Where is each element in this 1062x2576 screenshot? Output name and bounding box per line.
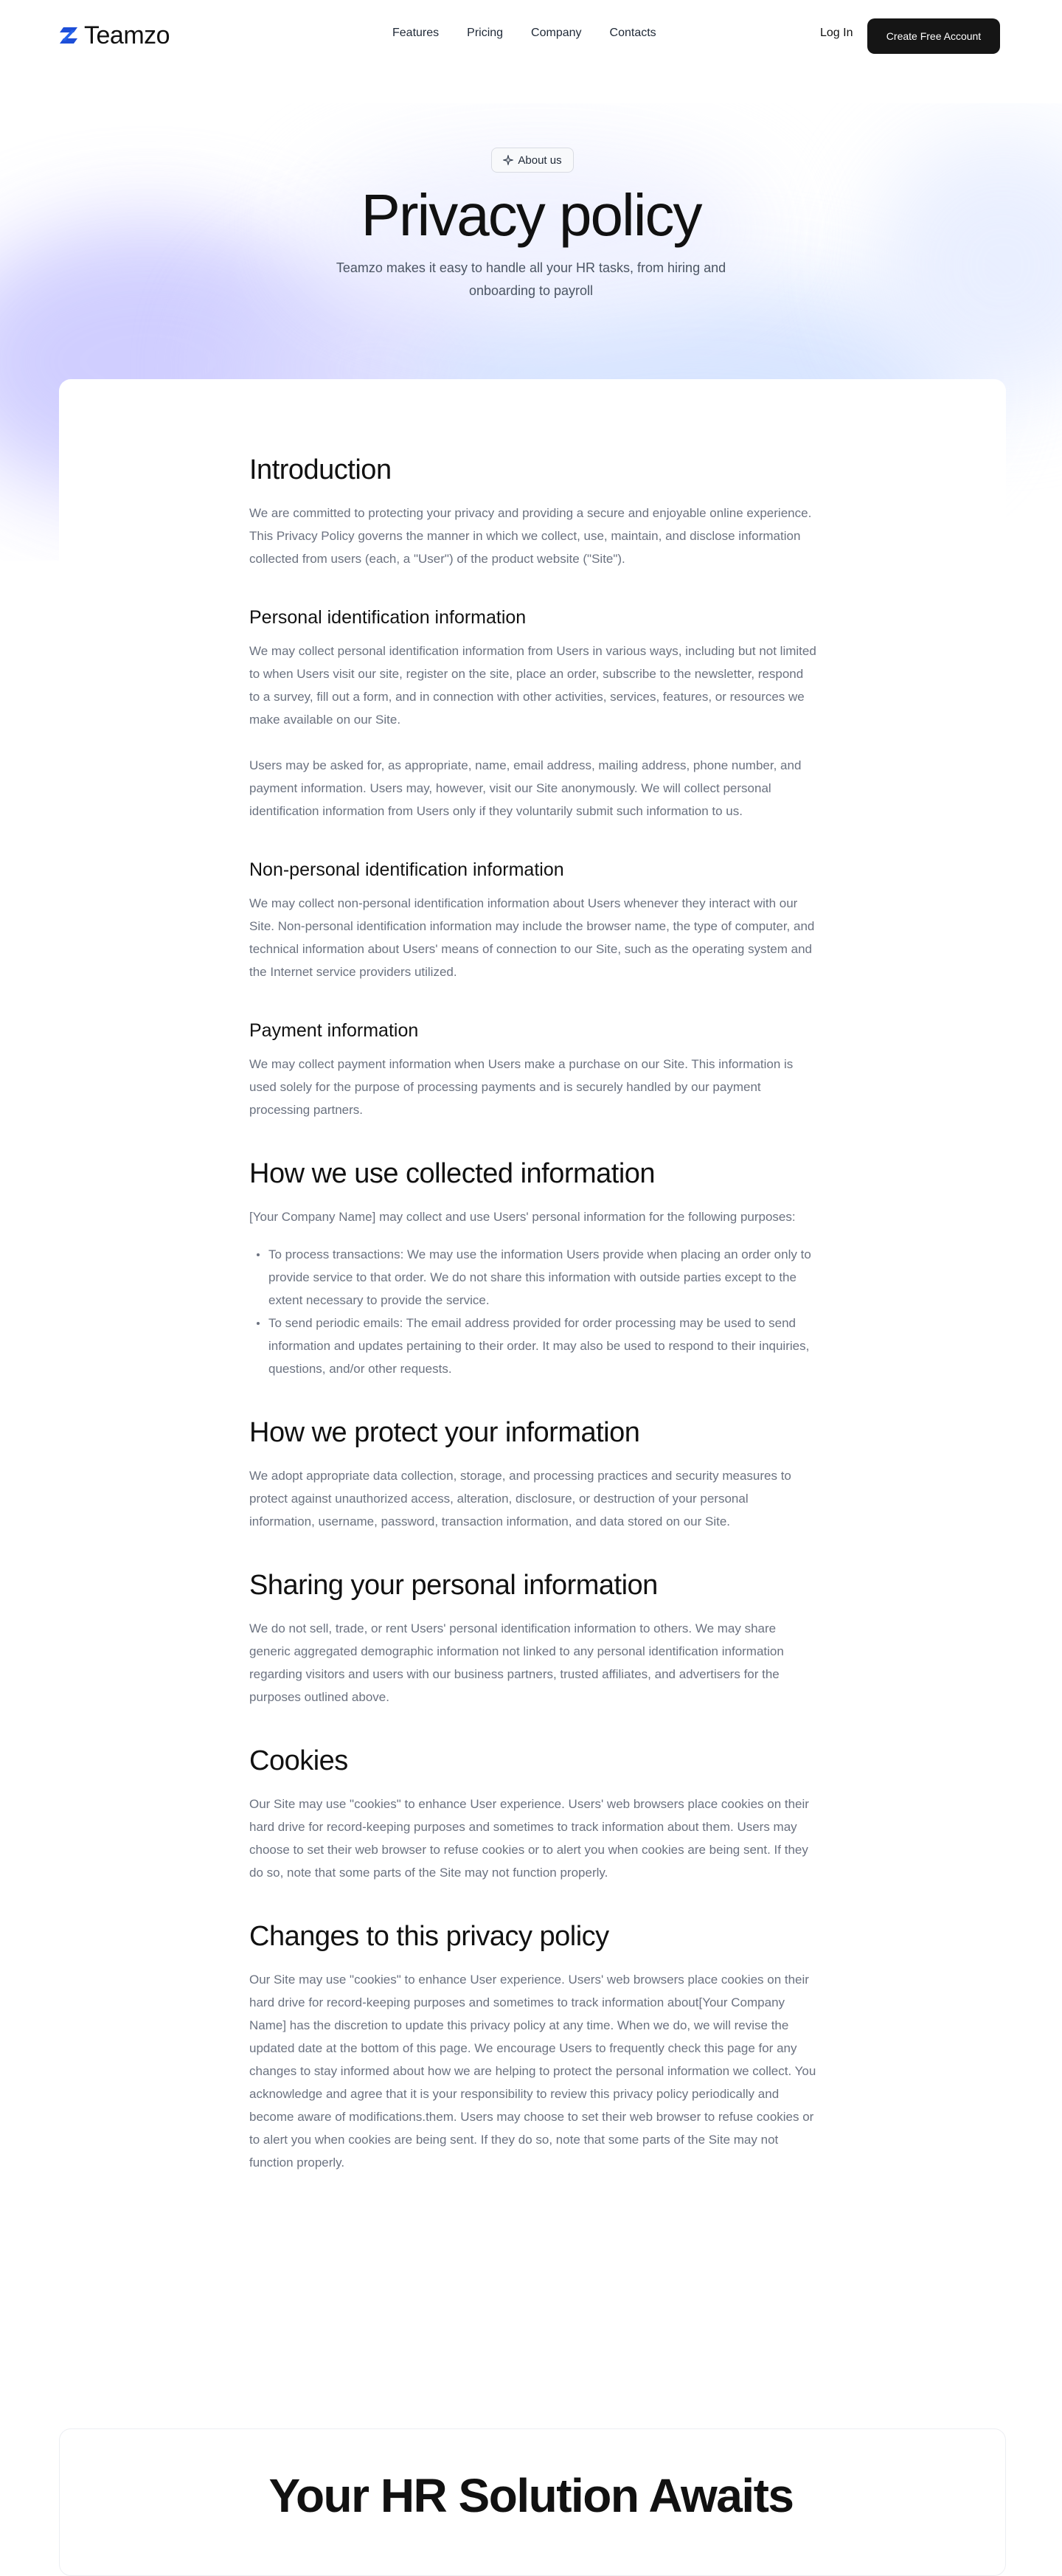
page-title: Privacy policy: [361, 182, 701, 248]
personal-identification-paragraph-2: Users may be asked for, as appropriate, name, email address, mailing address, phone number, and payment information. Users may, however, visit our Site anonymously. We will collect personal identification information from Users only if they voluntarily submit such information to us.: [249, 758, 802, 818]
payment-information-paragraph: We may collect payment information when Users make a purchase on our Site. This information is used solely for the purpose of processing payments and is securely handled by our payment processing partners.: [249, 1057, 794, 1117]
non-personal-identification-paragraph: We may collect non-personal identification information about Users whenever they interact with our Site. Non-personal identification information may include the browser name, the type of computer, and technical information about Users' means of connection to our Site, such as the operating system and the Internet service providers utilized.: [249, 896, 815, 979]
nav-link-features[interactable]: Features: [392, 27, 440, 39]
top-navigation: [0, 0, 1062, 71]
main-menu: [392, 27, 656, 40]
about-us-badge: [491, 148, 574, 173]
subheading-payment-information: Payment information: [249, 1020, 419, 1041]
nav-link-company[interactable]: Company: [531, 27, 582, 39]
section-heading-use-of-information: How we use collected information: [249, 1158, 656, 1189]
list-item: To send periodic emails: The email address provided for order processing may be used to send information and updates pertaining to their order. It may also be used to respond to their inquiries, questions, and/or other requests.: [249, 1312, 817, 1380]
section-heading-sharing-information: Sharing your personal information: [249, 1570, 658, 1601]
section-heading-policy-changes: Changes to this privacy policy: [249, 1921, 609, 1952]
login-link[interactable]: Log In: [820, 27, 853, 39]
page-subtitle: Teamzo makes it easy to handle all your HR tasks, from hiring and onboarding to payroll: [336, 260, 726, 298]
nav-link-pricing[interactable]: Pricing: [467, 27, 504, 39]
policy-changes-paragraph: Our Site may use "cookies" to enhance User experience. Users' web browsers place cookies on their hard drive for record-keeping purposes and sometimes to track information about[Your Company Name] has the discretion to update this privacy policy at any time. When we do, we will revise the updated date at the bottom of this page. We encourage Users to frequently check this page for any changes to stay informed about how we are helping to protect the personal information we collect. You acknowledge and agree that it is your responsibility to review this privacy policy periodically and become aware of modifications.them. Users may choose to set their web browser to refuse cookies or to alert you when cookies are being sent. If they do so, note that some parts of the Site may not function properly.: [249, 1973, 816, 2170]
cookies-paragraph: Our Site may use "cookies" to enhance User experience. Users' web browsers place cookies on their hard drive for record-keeping purposes and sometimes to track information about them. Users may choose to set their web browser to refuse cookies or to alert you when cookies are being sent. If they do so, note that some parts of the Site may not function properly.: [249, 1797, 809, 1880]
brand-name: Teamzo: [84, 21, 170, 49]
sharing-information-paragraph: We do not sell, trade, or rent Users' personal identification information to others. We may share generic aggregated demographic information not linked to any personal identification information regarding visitors and users with our business partners, trusted affiliates, and advertisers for the purposes outlined above.: [249, 1621, 784, 1704]
section-heading-protect-information: How we protect your information: [249, 1417, 640, 1448]
list-item: To process transactions: We may use the information Users provide when placing an order only to provide service to that order. We do not share this information with outside parties except to the extent necessary to provide the service.: [249, 1243, 817, 1312]
personal-identification-paragraph-1: We may collect personal identification information from Users in various ways, including but not limited to when Users visit our site, register on the site, place an order, subscribe to the newsletter, respond to a survey, fill out a form, and in connection with other activities, services, features, or resources we make available on our Site.: [249, 644, 816, 727]
subheading-personal-identification: Personal identification information: [249, 607, 527, 628]
subheading-non-personal-identification: Non-personal identification information: [249, 859, 564, 880]
teamzo-logo-icon: [59, 26, 78, 45]
hr-solution-heading: Your HR Solution Awaits: [268, 2469, 794, 2522]
introduction-paragraph: We are committed to protecting your privacy and providing a secure and enjoyable online experience. This Privacy Policy governs the manner in which we collect, use, maintain, and disclose information collected from users (each, a "User") of the product website ("Site").: [249, 506, 812, 566]
protect-information-paragraph: We adopt appropriate data collection, storage, and processing practices and security measures to protect against unauthorized access, alteration, disclosure, or destruction of your personal information, username, password, transaction information, and data stored on our Site.: [249, 1469, 791, 1528]
use-of-information-paragraph: [Your Company Name] may collect and use Users' personal information for the following purposes:: [249, 1210, 796, 1224]
nav-link-contacts[interactable]: Contacts: [609, 27, 656, 39]
brand-logo[interactable]: [59, 21, 170, 50]
sparkle-icon: [503, 155, 513, 165]
section-heading-cookies: Cookies: [249, 1745, 348, 1776]
policy-content: [249, 453, 817, 2174]
badge-label: About us: [518, 153, 562, 167]
create-account-button[interactable]: Create Free Account: [867, 18, 1000, 54]
use-of-information-list: [249, 1243, 817, 1380]
section-heading-introduction: Introduction: [249, 454, 392, 485]
